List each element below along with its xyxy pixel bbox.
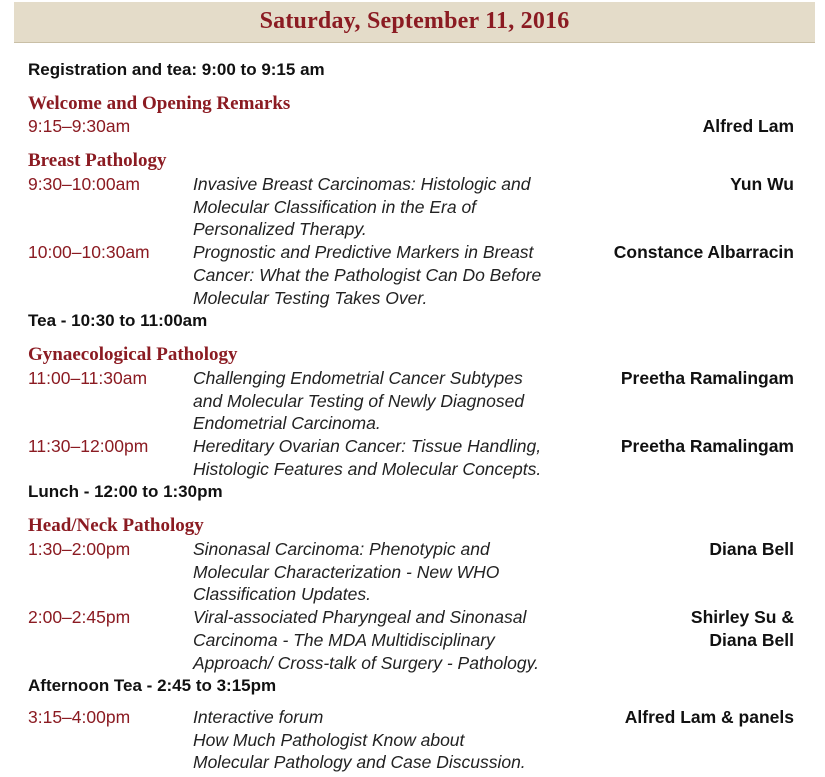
section-title-breast: Breast Pathology bbox=[28, 150, 167, 171]
session-talk-line: Molecular Pathology and Case Discussion. bbox=[193, 752, 526, 772]
section-title-welcome: Welcome and Opening Remarks bbox=[28, 93, 291, 114]
tea-break-note: Tea - 10:30 to 11:00am bbox=[28, 311, 208, 330]
session-speaker: Constance Albarracin bbox=[613, 242, 794, 262]
session-speaker: Alfred Lam bbox=[702, 116, 794, 136]
session-talk-line: Interactive forum bbox=[193, 707, 324, 727]
session-talk-line: Sinonasal Carcinoma: Phenotypic and bbox=[193, 539, 490, 559]
registration-note: Registration and tea: 9:00 to 9:15 am bbox=[28, 60, 325, 79]
session-talk-line: How Much Pathologist Know about bbox=[193, 730, 465, 750]
section-title-headneck: Head/Neck Pathology bbox=[28, 515, 204, 536]
session-talk-line: and Molecular Testing of Newly Diagnosed bbox=[193, 391, 525, 411]
session-time: 11:00–11:30am bbox=[28, 368, 148, 388]
session-speaker: Alfred Lam & panels bbox=[624, 707, 794, 727]
session-talk-line: Challenging Endometrial Cancer Subtypes bbox=[193, 368, 523, 388]
session-speaker: Diana Bell bbox=[709, 630, 794, 650]
page-title: Saturday, September 11, 2016 bbox=[259, 8, 570, 34]
session-talk-line: Endometrial Carcinoma. bbox=[193, 413, 381, 433]
session-time: 1:30–2:00pm bbox=[28, 539, 131, 559]
session-talk-line: Molecular Characterization - New WHO bbox=[193, 562, 500, 582]
session-time: 3:15–4:00pm bbox=[28, 707, 131, 727]
session-speaker: Preetha Ramalingam bbox=[620, 368, 794, 388]
session-speaker: Diana Bell bbox=[709, 539, 794, 559]
session-time: 2:00–2:45pm bbox=[28, 607, 131, 627]
session-talk-line: Approach/ Cross-talk of Surgery - Pathology. bbox=[193, 653, 539, 673]
session-talk-line: Carcinoma - The MDA Multidisciplinary bbox=[193, 630, 495, 650]
session-speaker: Preetha Ramalingam bbox=[620, 436, 794, 456]
session-speaker: Yun Wu bbox=[730, 174, 794, 194]
session-talk-line: Histologic Features and Molecular Concepts. bbox=[193, 459, 542, 479]
session-talk-line: Viral-associated Pharyngeal and Sinonasal bbox=[193, 607, 527, 627]
date-banner bbox=[14, 2, 815, 43]
session-talk-line: Invasive Breast Carcinomas: Histologic and bbox=[193, 174, 531, 194]
session-time: 10:00–10:30am bbox=[28, 242, 150, 262]
session-time: 9:30–10:00am bbox=[28, 174, 140, 194]
session-talk-line: Personalized Therapy. bbox=[193, 219, 367, 239]
session-talk-line: Cancer: What the Pathologist Can Do Before bbox=[193, 265, 542, 285]
session-talk-line: Molecular Testing Takes Over. bbox=[193, 288, 428, 308]
afternoon-tea-note: Afternoon Tea - 2:45 to 3:15pm bbox=[28, 676, 277, 695]
session-talk-line: Molecular Classification in the Era of bbox=[193, 197, 477, 217]
session-speaker: Shirley Su & bbox=[690, 607, 794, 627]
lunch-break-note: Lunch - 12:00 to 1:30pm bbox=[28, 482, 223, 501]
section-title-gynae: Gynaecological Pathology bbox=[28, 344, 238, 365]
session-time: 9:15–9:30am bbox=[28, 116, 131, 136]
session-talk-line: Classification Updates. bbox=[193, 584, 371, 604]
session-talk-line: Prognostic and Predictive Markers in Breast bbox=[193, 242, 534, 262]
session-talk-line: Hereditary Ovarian Cancer: Tissue Handling, bbox=[193, 436, 542, 456]
session-time: 11:30–12:00pm bbox=[28, 436, 149, 456]
